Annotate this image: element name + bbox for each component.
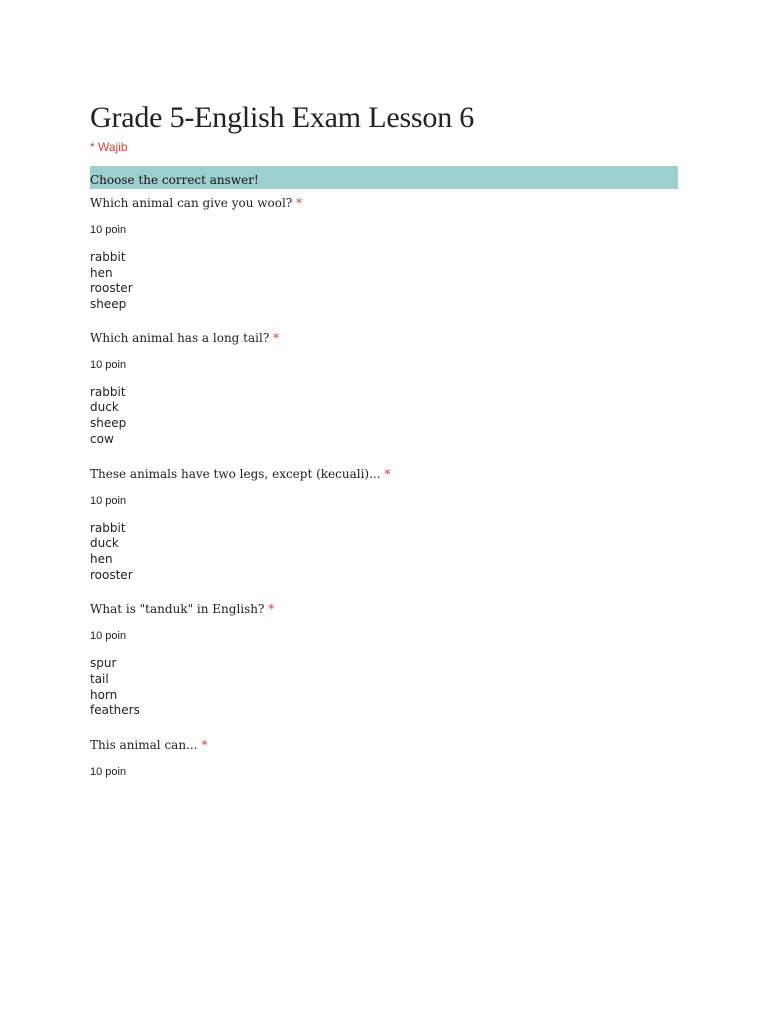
required-star: *	[268, 602, 275, 617]
options-list	[90, 385, 678, 448]
question-points: 10 poin	[90, 630, 127, 643]
question-5	[90, 737, 678, 779]
question-points: 10 poin	[90, 224, 127, 236]
question-2	[90, 330, 678, 448]
options-list	[90, 521, 678, 584]
option-cow[interactable]: cow	[90, 431, 114, 446]
question-label: Which animal has a long tail?	[90, 330, 270, 345]
option-feathers[interactable]: feathers	[90, 703, 140, 718]
option-tail[interactable]: tail	[90, 671, 109, 686]
options-list	[90, 250, 678, 313]
option-rabbit[interactable]: rabbit	[90, 250, 126, 264]
question-label: These animals have two legs, except (kecuali)...	[90, 466, 381, 481]
question-text	[90, 466, 678, 482]
option-horn[interactable]: horn	[90, 687, 118, 702]
options-list	[90, 656, 678, 719]
option-rabbit[interactable]: rabbit	[90, 520, 126, 535]
question-label: What is "tanduk" in English?	[90, 602, 265, 617]
option-hen[interactable]: hen	[90, 551, 113, 566]
section-header: Choose the correct answer!	[90, 166, 678, 189]
question-points: 10 poin	[90, 358, 127, 371]
option-rooster[interactable]: rooster	[90, 281, 133, 296]
question-text	[90, 737, 678, 753]
question-points: 10 poin	[90, 494, 127, 507]
required-star: *	[296, 196, 303, 210]
form-title: Grade 5-English Exam Lesson 6	[90, 101, 475, 134]
question-3	[90, 466, 678, 584]
option-spur[interactable]: spur	[90, 656, 117, 671]
option-duck[interactable]: duck	[90, 536, 119, 551]
required-note: * Wajib	[90, 140, 128, 154]
question-text	[90, 330, 678, 346]
option-rabbit[interactable]: rabbit	[90, 384, 126, 399]
question-text	[90, 601, 678, 617]
required-star: *	[201, 738, 208, 752]
option-sheep[interactable]: sheep	[90, 416, 127, 431]
required-star: *	[273, 330, 280, 345]
question-label: Which animal can give you wool?	[90, 196, 293, 210]
required-star: *	[384, 466, 391, 481]
question-text	[90, 195, 678, 211]
question-label: This animal can...	[90, 738, 198, 752]
option-rooster[interactable]: rooster	[90, 567, 133, 582]
form-page	[90, 98, 678, 779]
option-sheep[interactable]: sheep	[90, 297, 127, 312]
option-duck[interactable]: duck	[90, 400, 119, 415]
question-1	[90, 195, 678, 313]
question-points: 10 poin	[90, 766, 127, 778]
question-4	[90, 601, 678, 719]
option-hen[interactable]: hen	[90, 265, 113, 280]
